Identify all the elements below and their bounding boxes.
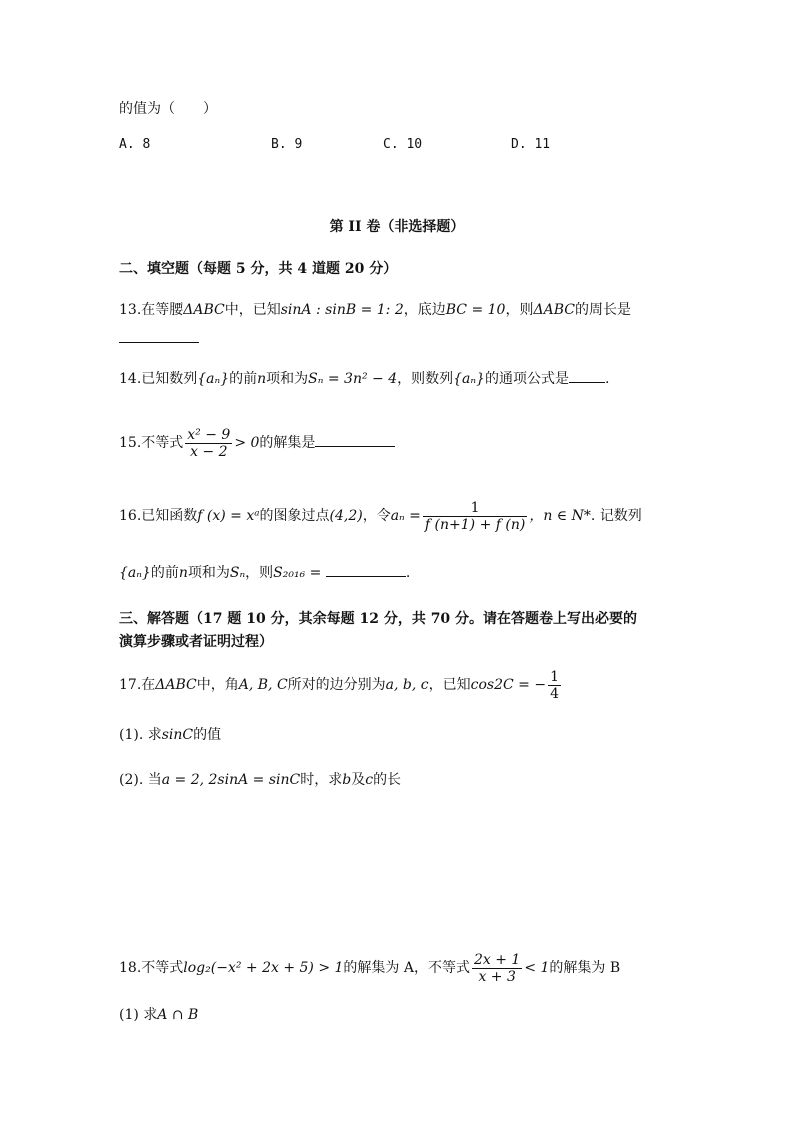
- fraction-18: $\frac{2x + 1}{x + 3}$: [473, 951, 521, 985]
- question-18: 18.不等式log₂(−x² + 2x + 5) > 1的解集为 A，不等式 $\frac{2x + 1}{x + 3}$ < 1的解集为 B: [119, 951, 621, 985]
- section3-heading-cont: 演算步骤或者证明过程）: [119, 634, 273, 650]
- question-17-part1: (1). 求sinC的值: [119, 727, 222, 743]
- section3-heading: 三、解答题（17 题 10 分，其余每题 12 分，共 70 分。请在答题卷上写出必要的: [119, 611, 638, 627]
- question-16: 16.已知函数f (x) = xᵃ的图象过点(4,2)，令aₙ = $\frac{1}{f (n+1) + f (n)}$ ，n ∈ N*. 记数列: [119, 499, 642, 533]
- fraction-15: $\frac{\text{x² − 9}}{x - 2}$: [187, 426, 231, 460]
- option-d: D. 11: [511, 137, 551, 152]
- option-a: A. 8: [119, 137, 151, 152]
- question-16-line2: {aₙ}的前n项和为Sₙ，则S₂₀₁₆ = .: [119, 562, 410, 583]
- answer-blank-15[interactable]: [315, 432, 395, 447]
- question-18-part1: (1) 求A ∩ B: [119, 1007, 199, 1023]
- prev-question-tail: 的值为（ ）: [119, 101, 217, 117]
- answer-blank-13[interactable]: [119, 328, 199, 349]
- section2-heading: 二、填空题（每题 5 分，共 4 道题 20 分）: [119, 261, 398, 277]
- part2-title: 第 II 卷（非选择题）: [329, 219, 465, 235]
- fraction-16: $\frac{1}{f (n+1) + f (n)}$: [424, 499, 526, 533]
- question-17-part2: (2). 当a = 2, 2sinA = sinC时，求b及c的长: [119, 772, 402, 788]
- option-c: C. 10: [383, 137, 423, 152]
- answer-blank-14[interactable]: [569, 368, 605, 383]
- question-17: 17.在ΔABC中，角A, B, C所对的边分别为a, b, c，已知cos2C = − $\frac{1}{4}$: [119, 668, 559, 702]
- answer-blank-16[interactable]: [326, 562, 406, 577]
- fraction-17: $\frac{1}{4}$: [550, 668, 559, 702]
- option-b: B. 9: [271, 137, 303, 152]
- question-15: 15.不等式 $\frac{\text{x² − 9}}{x - 2}$ > 0的解集是: [119, 425, 395, 461]
- question-14: 14.已知数列{aₙ}的前n项和为Sₙ = 3n² − 4，则数列{aₙ}的通项公式是 .: [119, 368, 609, 389]
- question-13: 13.在等腰ΔABC中，已知sinA : sinB = 1: 2，底边BC = 10，则ΔABC的周长是: [119, 302, 631, 318]
